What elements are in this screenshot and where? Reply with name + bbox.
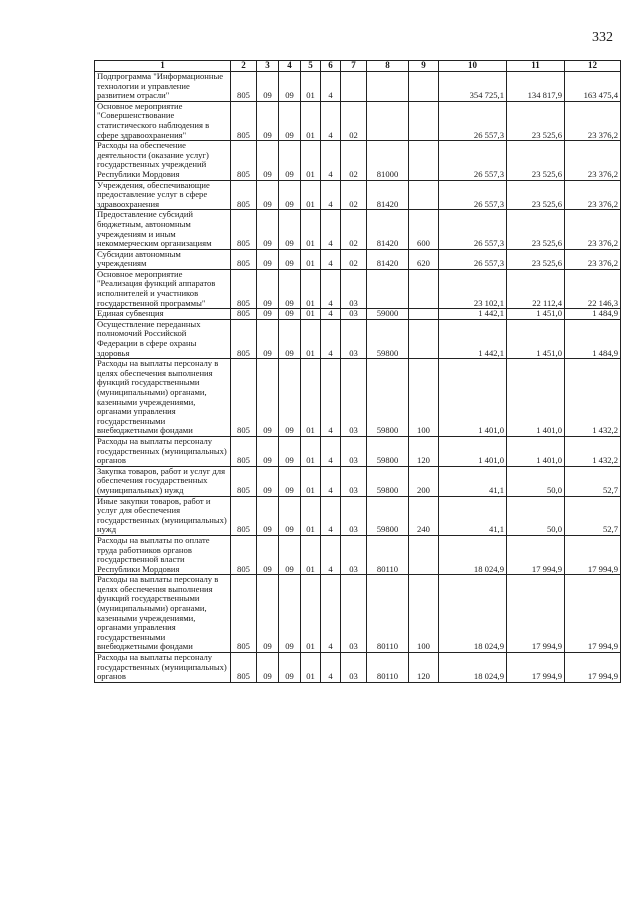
row-name-cell: Расходы на выплаты персоналу государственных (муниципальных) органов [95, 653, 231, 683]
row-col-10-cell: 26 557,3 [439, 141, 507, 180]
row-col-8-cell: 81000 [367, 141, 409, 180]
row-col-5-cell: 01 [301, 535, 321, 574]
row-col-2-cell: 805 [231, 359, 257, 437]
row-col-9-cell [409, 101, 439, 140]
row-col-8-cell: 59800 [367, 319, 409, 358]
row-col-2-cell: 805 [231, 496, 257, 535]
row-col-8-cell: 59000 [367, 309, 409, 320]
row-col-10-cell: 26 557,3 [439, 210, 507, 249]
row-col-4-cell: 09 [279, 466, 301, 496]
row-col-11-cell: 17 994,9 [507, 653, 565, 683]
row-col-4-cell: 09 [279, 269, 301, 308]
row-col-7-cell: 02 [341, 180, 367, 210]
row-col-9-cell: 240 [409, 496, 439, 535]
row-col-4-cell: 09 [279, 319, 301, 358]
row-col-10-cell: 354 725,1 [439, 72, 507, 102]
row-name-cell: Расходы на выплаты персоналу в целях обеспечения выполнения функций государственными (муниципальными) органами, казенными учреждениями, органами управления государственными внебюджетными фондами [95, 359, 231, 437]
row-col-7-cell: 03 [341, 653, 367, 683]
row-col-11-cell: 1 451,0 [507, 319, 565, 358]
row-col-2-cell: 805 [231, 319, 257, 358]
column-header-11: 11 [507, 61, 565, 72]
row-col-4-cell: 09 [279, 535, 301, 574]
row-name-cell: Расходы на выплаты по оплате труда работников органов государственной власти Республики Мордовия [95, 535, 231, 574]
row-col-5-cell: 01 [301, 466, 321, 496]
row-col-8-cell: 81420 [367, 180, 409, 210]
row-col-9-cell [409, 309, 439, 320]
row-col-9-cell: 200 [409, 466, 439, 496]
row-col-7-cell: 03 [341, 319, 367, 358]
row-col-2-cell: 805 [231, 101, 257, 140]
row-col-11-cell: 50,0 [507, 496, 565, 535]
row-col-10-cell: 41,1 [439, 466, 507, 496]
row-col-4-cell: 09 [279, 653, 301, 683]
row-col-7-cell: 03 [341, 496, 367, 535]
row-col-4-cell: 09 [279, 309, 301, 320]
table-row [95, 436, 621, 466]
row-col-8-cell: 80110 [367, 575, 409, 653]
column-header-2: 2 [231, 61, 257, 72]
row-col-9-cell [409, 141, 439, 180]
row-col-10-cell: 26 557,3 [439, 180, 507, 210]
row-col-9-cell: 100 [409, 575, 439, 653]
row-col-9-cell [409, 319, 439, 358]
table-row [95, 466, 621, 496]
row-col-11-cell: 23 525,6 [507, 210, 565, 249]
row-col-7-cell: 03 [341, 269, 367, 308]
row-col-7-cell [341, 72, 367, 102]
row-col-5-cell: 01 [301, 180, 321, 210]
row-col-4-cell: 09 [279, 72, 301, 102]
row-col-2-cell: 805 [231, 72, 257, 102]
row-col-8-cell: 81420 [367, 249, 409, 269]
row-col-12-cell: 1 484,9 [565, 319, 621, 358]
table-row [95, 575, 621, 653]
row-col-3-cell: 09 [257, 269, 279, 308]
row-col-7-cell: 02 [341, 101, 367, 140]
row-col-10-cell: 23 102,1 [439, 269, 507, 308]
row-col-9-cell: 600 [409, 210, 439, 249]
row-col-11-cell: 23 525,6 [507, 101, 565, 140]
column-header-7: 7 [341, 61, 367, 72]
row-col-10-cell: 18 024,9 [439, 653, 507, 683]
row-col-6-cell: 4 [321, 466, 341, 496]
column-header-6: 6 [321, 61, 341, 72]
column-header-1: 1 [95, 61, 231, 72]
row-col-11-cell: 23 525,6 [507, 180, 565, 210]
row-col-3-cell: 09 [257, 575, 279, 653]
row-name-cell: Основное мероприятие "Реализация функций аппаратов исполнителей и участников государственной программы" [95, 269, 231, 308]
row-name-cell: Осуществление переданных полномочий Российской Федерации в сфере охраны здоровья [95, 319, 231, 358]
row-col-2-cell: 805 [231, 575, 257, 653]
row-col-2-cell: 805 [231, 141, 257, 180]
column-header-12: 12 [565, 61, 621, 72]
row-col-11-cell: 23 525,6 [507, 249, 565, 269]
row-col-11-cell: 1 401,0 [507, 359, 565, 437]
page-number: 332 [592, 30, 613, 45]
row-col-12-cell: 22 146,3 [565, 269, 621, 308]
row-col-2-cell: 805 [231, 466, 257, 496]
row-col-7-cell: 03 [341, 535, 367, 574]
table-row [95, 210, 621, 249]
row-col-4-cell: 09 [279, 249, 301, 269]
row-col-7-cell: 03 [341, 466, 367, 496]
row-name-cell: Единая субвенция [95, 309, 231, 320]
row-name-cell: Закупка товаров, работ и услуг для обеспечения государственных (муниципальных) нужд [95, 466, 231, 496]
row-col-5-cell: 01 [301, 101, 321, 140]
row-col-11-cell: 22 112,4 [507, 269, 565, 308]
table-row [95, 535, 621, 574]
row-col-6-cell: 4 [321, 436, 341, 466]
row-col-3-cell: 09 [257, 653, 279, 683]
column-header-4: 4 [279, 61, 301, 72]
row-col-5-cell: 01 [301, 72, 321, 102]
row-name-cell: Предоставление субсидий бюджетным, автономным учреждениям и иным некоммерческим организациям [95, 210, 231, 249]
row-col-4-cell: 09 [279, 210, 301, 249]
row-col-8-cell [367, 72, 409, 102]
row-name-cell: Расходы на обеспечение деятельности (оказание услуг) государственных учреждений Республики Мордовия [95, 141, 231, 180]
row-col-6-cell: 4 [321, 319, 341, 358]
row-col-3-cell: 09 [257, 101, 279, 140]
table-row [95, 269, 621, 308]
row-col-12-cell: 23 376,2 [565, 101, 621, 140]
row-col-2-cell: 805 [231, 653, 257, 683]
row-col-3-cell: 09 [257, 319, 279, 358]
row-col-6-cell: 4 [321, 72, 341, 102]
table-row [95, 180, 621, 210]
row-col-10-cell: 1 442,1 [439, 309, 507, 320]
row-col-4-cell: 09 [279, 436, 301, 466]
row-col-2-cell: 805 [231, 535, 257, 574]
row-col-10-cell: 26 557,3 [439, 249, 507, 269]
row-col-3-cell: 09 [257, 249, 279, 269]
row-col-10-cell: 18 024,9 [439, 575, 507, 653]
row-col-2-cell: 805 [231, 249, 257, 269]
column-header-3: 3 [257, 61, 279, 72]
row-col-2-cell: 805 [231, 269, 257, 308]
row-name-cell: Основное мероприятие "Совершенствование статистического наблюдения в сфере здравоохранения" [95, 101, 231, 140]
row-col-5-cell: 01 [301, 653, 321, 683]
row-col-12-cell: 52,7 [565, 466, 621, 496]
row-col-6-cell: 4 [321, 180, 341, 210]
row-col-9-cell: 120 [409, 653, 439, 683]
row-col-9-cell [409, 535, 439, 574]
row-col-9-cell [409, 180, 439, 210]
row-col-6-cell: 4 [321, 359, 341, 437]
row-col-7-cell: 02 [341, 249, 367, 269]
row-col-8-cell: 59800 [367, 496, 409, 535]
row-col-12-cell: 23 376,2 [565, 249, 621, 269]
row-col-12-cell: 23 376,2 [565, 141, 621, 180]
row-col-3-cell: 09 [257, 496, 279, 535]
row-col-12-cell: 17 994,9 [565, 653, 621, 683]
row-col-6-cell: 4 [321, 309, 341, 320]
table-row [95, 319, 621, 358]
row-col-11-cell: 23 525,6 [507, 141, 565, 180]
row-col-2-cell: 805 [231, 210, 257, 249]
row-name-cell: Расходы на выплаты персоналу в целях обеспечения выполнения функций государственными (муниципальными) органами, казенными учреждениями, органами управления государственными внебюджетными фондами [95, 575, 231, 653]
row-col-3-cell: 09 [257, 72, 279, 102]
row-col-8-cell: 80110 [367, 653, 409, 683]
row-col-11-cell: 50,0 [507, 466, 565, 496]
row-col-12-cell: 1 432,2 [565, 436, 621, 466]
row-col-12-cell: 1 432,2 [565, 359, 621, 437]
row-col-6-cell: 4 [321, 141, 341, 180]
row-col-11-cell: 17 994,9 [507, 535, 565, 574]
table-row [95, 101, 621, 140]
table-row [95, 141, 621, 180]
header-row [95, 61, 621, 72]
row-name-cell: Учреждения, обеспечивающие предоставление услуг в сфере здравоохранения [95, 180, 231, 210]
row-col-2-cell: 805 [231, 309, 257, 320]
row-col-5-cell: 01 [301, 309, 321, 320]
row-col-5-cell: 01 [301, 436, 321, 466]
row-col-6-cell: 4 [321, 653, 341, 683]
row-col-8-cell: 81420 [367, 210, 409, 249]
table-row [95, 359, 621, 437]
table-row [95, 653, 621, 683]
row-col-6-cell: 4 [321, 249, 341, 269]
column-header-10: 10 [439, 61, 507, 72]
row-col-2-cell: 805 [231, 436, 257, 466]
row-col-5-cell: 01 [301, 141, 321, 180]
row-col-3-cell: 09 [257, 436, 279, 466]
row-col-5-cell: 01 [301, 249, 321, 269]
row-name-cell: Субсидии автономным учреждениям [95, 249, 231, 269]
row-col-3-cell: 09 [257, 210, 279, 249]
row-col-12-cell: 1 484,9 [565, 309, 621, 320]
row-col-11-cell: 134 817,9 [507, 72, 565, 102]
row-name-cell: Иные закупки товаров, работ и услуг для обеспечения государственных (муниципальных) нужд [95, 496, 231, 535]
table-row [95, 496, 621, 535]
table-body [95, 72, 621, 683]
row-col-7-cell: 03 [341, 309, 367, 320]
row-col-4-cell: 09 [279, 180, 301, 210]
row-col-11-cell: 1 401,0 [507, 436, 565, 466]
row-col-4-cell: 09 [279, 496, 301, 535]
row-col-3-cell: 09 [257, 535, 279, 574]
column-header-8: 8 [367, 61, 409, 72]
row-col-7-cell: 03 [341, 359, 367, 437]
row-col-3-cell: 09 [257, 309, 279, 320]
row-col-10-cell: 1 401,0 [439, 359, 507, 437]
row-col-7-cell: 02 [341, 141, 367, 180]
row-col-4-cell: 09 [279, 141, 301, 180]
row-col-9-cell [409, 269, 439, 308]
row-name-cell: Расходы на выплаты персоналу государственных (муниципальных) органов [95, 436, 231, 466]
row-col-10-cell: 26 557,3 [439, 101, 507, 140]
row-col-6-cell: 4 [321, 535, 341, 574]
row-col-7-cell: 03 [341, 575, 367, 653]
row-col-6-cell: 4 [321, 210, 341, 249]
row-col-12-cell: 163 475,4 [565, 72, 621, 102]
row-col-9-cell: 620 [409, 249, 439, 269]
row-name-cell: Подпрограмма "Информационные технологии и управление развитием отрасли" [95, 72, 231, 102]
row-col-9-cell: 100 [409, 359, 439, 437]
row-col-9-cell [409, 72, 439, 102]
row-col-3-cell: 09 [257, 359, 279, 437]
row-col-5-cell: 01 [301, 359, 321, 437]
row-col-9-cell: 120 [409, 436, 439, 466]
row-col-3-cell: 09 [257, 180, 279, 210]
row-col-10-cell: 1 442,1 [439, 319, 507, 358]
row-col-7-cell: 03 [341, 436, 367, 466]
row-col-10-cell: 1 401,0 [439, 436, 507, 466]
row-col-6-cell: 4 [321, 101, 341, 140]
table-row [95, 309, 621, 320]
row-col-12-cell: 52,7 [565, 496, 621, 535]
row-col-8-cell [367, 101, 409, 140]
row-col-5-cell: 01 [301, 269, 321, 308]
row-col-6-cell: 4 [321, 269, 341, 308]
table-row [95, 72, 621, 102]
row-col-3-cell: 09 [257, 466, 279, 496]
row-col-8-cell: 80110 [367, 535, 409, 574]
row-col-2-cell: 805 [231, 180, 257, 210]
table-row [95, 249, 621, 269]
row-col-3-cell: 09 [257, 141, 279, 180]
row-col-12-cell: 17 994,9 [565, 535, 621, 574]
row-col-5-cell: 01 [301, 496, 321, 535]
row-col-11-cell: 1 451,0 [507, 309, 565, 320]
row-col-7-cell: 02 [341, 210, 367, 249]
row-col-5-cell: 01 [301, 319, 321, 358]
row-col-8-cell [367, 269, 409, 308]
row-col-5-cell: 01 [301, 210, 321, 249]
row-col-6-cell: 4 [321, 496, 341, 535]
row-col-10-cell: 41,1 [439, 496, 507, 535]
row-col-10-cell: 18 024,9 [439, 535, 507, 574]
row-col-12-cell: 23 376,2 [565, 210, 621, 249]
row-col-12-cell: 17 994,9 [565, 575, 621, 653]
row-col-4-cell: 09 [279, 101, 301, 140]
column-header-9: 9 [409, 61, 439, 72]
row-col-4-cell: 09 [279, 575, 301, 653]
row-col-4-cell: 09 [279, 359, 301, 437]
row-col-8-cell: 59800 [367, 466, 409, 496]
budget-table [94, 60, 621, 683]
row-col-12-cell: 23 376,2 [565, 180, 621, 210]
row-col-5-cell: 01 [301, 575, 321, 653]
row-col-11-cell: 17 994,9 [507, 575, 565, 653]
column-header-5: 5 [301, 61, 321, 72]
row-col-8-cell: 59800 [367, 359, 409, 437]
row-col-8-cell: 59800 [367, 436, 409, 466]
row-col-6-cell: 4 [321, 575, 341, 653]
